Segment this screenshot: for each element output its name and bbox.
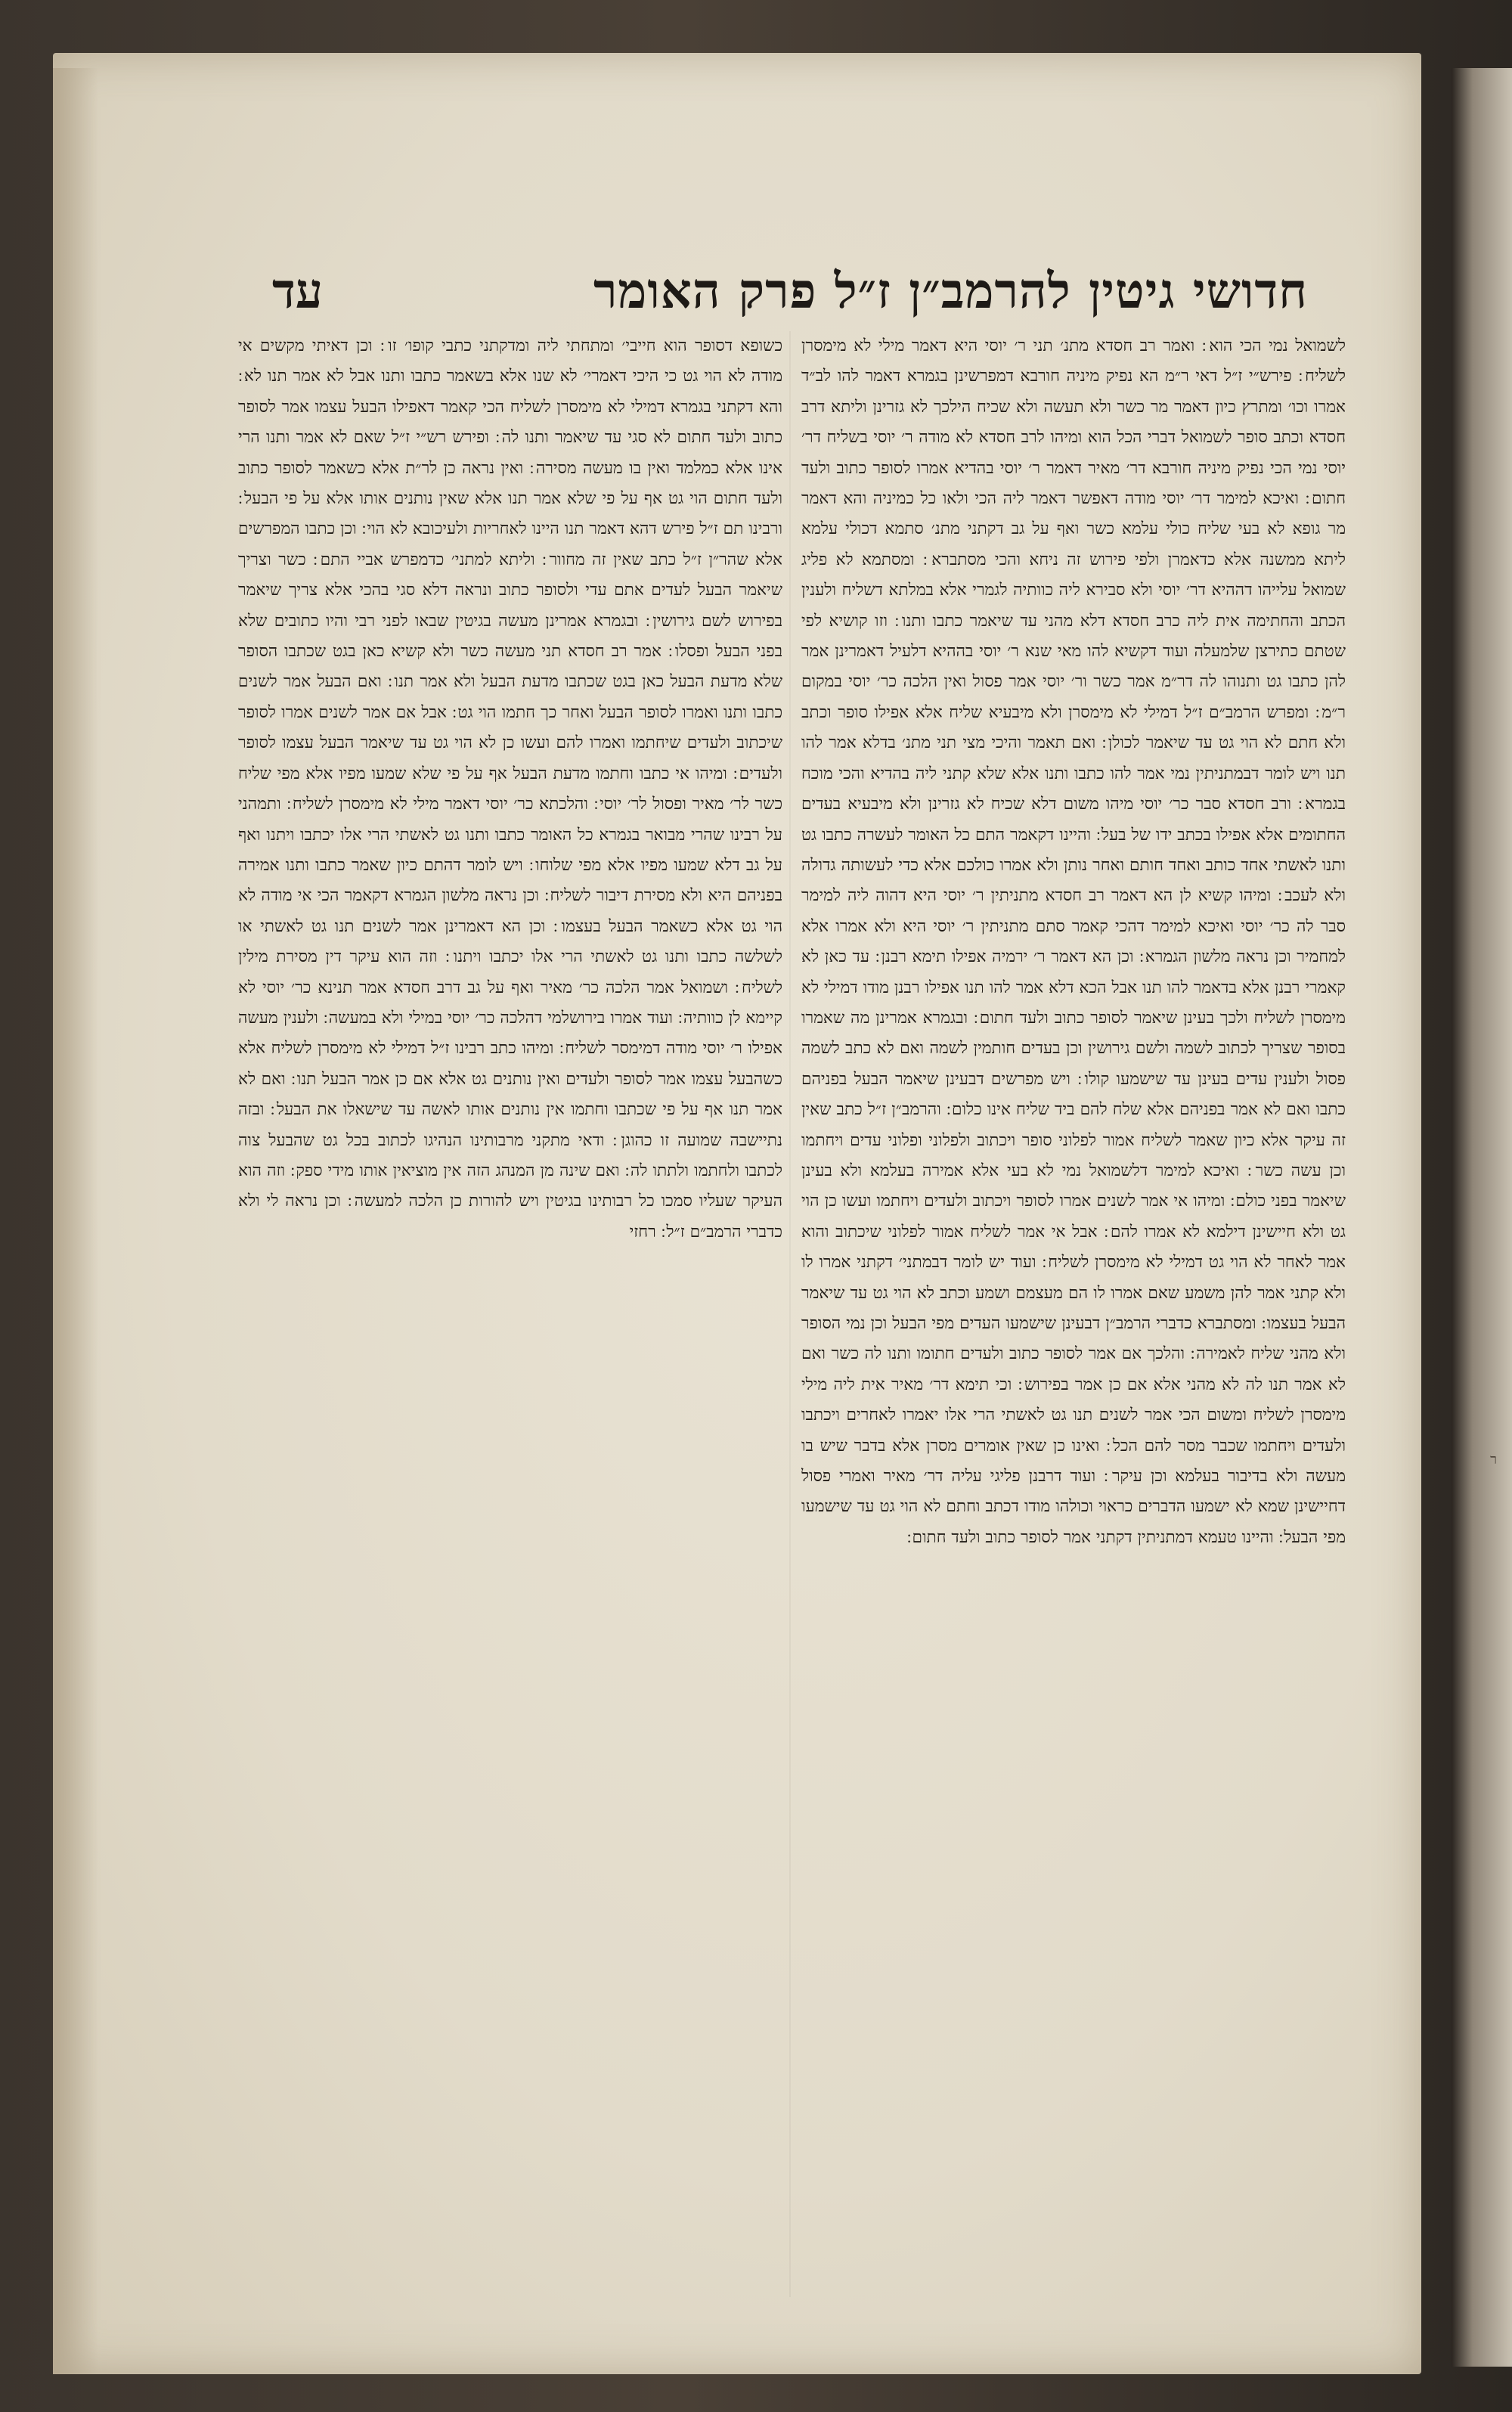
page-header — [272, 250, 1308, 333]
text-column-right: לשמואל נמי הכי הוא ׃ ואמר רב חסדא מתנ׳ תני ר׳ יוסי היא דאמר מילי לא מימסרן לשליח ׃ פירש״י ז״ל דאי ר״מ הא נפיק מיניה חורבא דמפרשינן בגמרא דאמר להו לב״ד אמרו וכו׳ ומתרץ כיון דאמר מר כשר ולא תעשה ולא שכיח הילכך לא גזרינן וליתא דרב חסדא וכתב סופר לשמואל דברי הכל הוא ומיהו לרב חסדא לא מודה ר׳ יוסי בשליח דר׳ יוסי נמי הכי נפיק מיניה חורבא דר׳ מאיר דאמר ר׳ יוסי בהדיא אמרו לסופר כתוב ולעד חתום ׃ ואיכא למימר דר׳ יוסי מודה דאפשר דאמר ליה הכי ולאו כל כמיניה והא דאמר מר גופא לא בעי שליח כולי עלמא כשר ואף על גב דקתני מתנ׳ סתמא דכולי עלמא ליתא ממשנה אלא כדאמרן ולפי פירוש זה ניחא והכי מסתברא ׃ ומסתמא לא פליג שמואל עלייהו דההיא דר׳ יוסי ולא סבירא ליה כוותיה לגמרי אלא במלתא דשליח ולענין הכתב והחתימה אית ליה כרב חסדא דלא מהני עד שיאמר כתבו ותנו ׃ וזו קושיא לפי שטתם כתירצן שלמעלה ועוד דקשיא להו מאי שנא ר׳ יוסי בההיא דלעיל דאמרינן אמר להן כתבו גט ותנוהו לה דר״מ אמר כשר ור׳ יוסי אמר פסול ואין הלכה כר׳ יוסי במקום ר״מ ׃ ומפרש הרמב״ם ז״ל דמילי לא מימסרן ולא מיבעיא שליח אלא אפילו סופר וכתב ולא חתם לא הוי גט עד שיאמר לכולן ׃ ואם תאמר והיכי מצי תני מתנ׳ בדלא אמר להו תנו ויש לומר דבמתניתין נמי אמר להו כתבו ותנו אלא שלא קתני ליה בהדיא והכי מוכח בגמרא ׃ ורב חסדא סבר כר׳ יוסי מיהו משום דלא שכיח לא גזרינן ולא מיבעיא בעדים החתומים אלא אפילו בכתב ידו של בעל ׃ והיינו דקאמר התם כל האומר לעשרה כתבו גט ותנו לאשתי אחד כותב ואחד חותם ואחר נותן ולא אמרו כולכם אלא כדי לעשותה גדולה ולא לעכב ׃ ומיהו קשיא לן הא דאמר רב חסדא מתניתין ר׳ יוסי היא דהוה ליה למימר סבר לה כר׳ יוסי ואיכא למימר דהכי קאמר סתם מתניתין ר׳ יוסי היא ולא אמרו אלא למחמיר וכן נראה מלשון הגמרא ׃ וכן הא דאמר ר׳ ירמיה אפילו תימא רבנן ׃ עד כאן לא קאמרי רבנן אלא בדאמר להו תנו אבל הכא דלא אמר להו תנו אפילו רבנן מודו דמילי לא מימסרן לשליח ולכך בעינן שיאמר לסופר כתוב ולעד חתום ׃ ובגמרא אמרינן מה שאמרו בסופר שצריך לכתוב לשמה ולשם גירושין וכן בעדים חותמין לשמה ואם לא כתב לשמה פסול ולענין עדים בעינן עד שישמעו קולו ׃ ויש מפרשים דבעינן שיאמר הבעל בפניהם כתבו ואם לא אמר בפניהם אלא שלח להם ביד שליח אינו כלום ׃ והרמב״ן ז״ל כתב שאין זה עיקר אלא כיון שאמר לשליח אמור לפלוני סופר ויכתוב ולפלוני ופלוני עדים ויחתמו וכן עשה כשר ׃ ואיכא למימר דלשמואל נמי לא בעי אלא אמירה בעלמא ולא בעינן שיאמר בפני כולם ׃ ומיהו אי אמר לשנים אמרו לסופר ויכתוב ולעדים ויחתמו ועשו כן הוי גט ולא חיישינן דילמא לא אמרו להם ׃ אבל אי אמר לשליח אמור לפלוני שיכתוב והוא אמר לאחר לא הוי גט דמילי לא מימסרן לשליח ׃ ועוד יש לומר דבמתני׳ דקתני אמרו לו ולא קתני אמר להן משמע שאם אמרו לו הם מעצמם ושמע וכתב לא הוי גט עד שיאמר הבעל בעצמו ׃ ומסתברא כדברי הרמב״ן דבעינן שישמעו העדים מפי הבעל וכן נמי הסופר ולא מהני שליח לאמירה ׃ והלכך אם אמר לסופר כתוב ולעדים חתומו ותנו לה כשר ואם לא אמר תנו לה לא מהני אלא אם כן אמר בפירוש ׃ וכי תימא דר׳ מאיר אית ליה מילי מימסרן לשליח ומשום הכי אמר לשנים תנו גט לאשתי הרי אלו יאמרו לאחרים ויכתבו ולעדים ויחתמו שכבר מסר להם הכל ׃ ואינו כן שאין אומרים מסרן אלא בדבר שיש בו מעשה ולא בדיבור בעלמא וכן עיקר ׃ ועוד דרבנן פליגי עליה דר׳ מאיר ואמרי פסול דחיישינן שמא לא ישמעו הדברים כראוי וכולהו מודו דכתב וחתם לא הוי גט עד שישמעו מפי הבעל ׃ והיינו טעמא דמתניתין דקתני אמר לסופר כתוב ולעד חתום ׃ — [801, 336, 1346, 1547]
next-page-edge — [1452, 68, 1512, 2367]
running-title: חדושי גיטין להרמב״ן ז״ל פרק האומר — [593, 262, 1308, 320]
column-gutter — [789, 331, 791, 2297]
folio-number: עד — [272, 262, 323, 320]
text-column-left: כשופא דסופר הוא חייבי׳ ומתחתי ליה ומדקתני כתבי קופו׳ זו ׃ וכן דאיתי מקשים אי מודה לא הוי גט כי היכי דאמרי׳ לא שנו אלא בשאמר כתבו ותנו אבל לא אמר תנו לא ׃ והא דקתני בגמרא דמילי לא מימסרן לשליח הכי קאמר דאפילו הבעל עצמו אמר לסופר כתוב ולעד חתום לא סגי עד שיאמר ותנו לה ׃ ופירש רש״י ז״ל שאם לא אמר ותנו הרי אינו אלא כמלמד ואין בו מעשה מסירה ׃ ואין נראה כן לר״ת אלא כשאמר לסופר כתוב ולעד חתום הוי גט אף על פי שלא אמר תנו אלא שאין נותנים אותו אלא על פי הבעל ׃ ורבינו תם ז״ל פירש דהא דאמר תנו היינו לאחריות ולעיכובא לא הוי ׃ וכן כתבו המפרשים אלא שהר״ן ז״ל כתב שאין זה מחוור ׃ וליתא למתני׳ כדמפרש אביי התם ׃ כשר וצריך שיאמר הבעל לעדים אתם עדי ולסופר כתוב ונראה דלא סגי בהכי אלא צריך שיאמר בפירוש לשם גירושין ׃ ובגמרא אמרינן מעשה בגיטין שבאו לפני רבי והיו כתובים שלא בפני הבעל ופסלו ׃ אמר רב חסדא תני מעשה כשר ולא קשיא כאן בגט שכתבו הסופר שלא מדעת הבעל כאן בגט שכתבו מדעת הבעל ולא אמר תנו ׃ ואם הבעל אמר לשנים כתבו ותנו ואמרו לסופר הבעל ואחר כך חתמו הוי גט ׃ אבל אם אמר לשנים אמרו לסופר שיכתוב ולעדים שיחתמו ואמרו להם ועשו כן לא הוי גט עד שיאמר הבעל עצמו לסופר ולעדים ׃ ומיהו אי כתבו וחתמו מדעת הבעל אף על פי שלא שמעו מפיו אלא מפי שליח כשר לר׳ מאיר ופסול לר׳ יוסי ׃ והלכתא כר׳ יוסי דאמר מילי לא מימסרן לשליח ׃ ותמהני על רבינו שהרי מבואר בגמרא כל האומר כתבו ותנו גט לאשתי הרי אלו יכתבו ויתנו ואף על גב דלא שמעו מפיו אלא מפי שלוחו ׃ ויש לומר דהתם כיון שאמר כתבו ותנו אמירה בפניהם היא ולא מסירת דיבור לשליח ׃ וכן נראה מלשון הגמרא דקאמר הכי אי מודה לא הוי גט אלא כשאמר הבעל בעצמו ׃ וכן הא דאמרינן אמר לשנים תנו גט לאשתי או לשלשה כתבו ותנו גט לאשתי הרי אלו יכתבו ויתנו ׃ וזה הוא עיקר דין מסירת מילין לשליח ׃ ושמואל אמר הלכה כר׳ מאיר ואף על גב דרב חסדא אמר תנינא כר׳ יוסי לא קיימא לן כוותיה ׃ ועוד אמרו בירושלמי דהלכה כר׳ יוסי במילי ולא במעשה ׃ ולענין מעשה אפילו ר׳ יוסי מודה דמימסר לשליח ׃ ומיהו כתב רבינו ז״ל דמילי לא מימסרן לשליח אלא כשהבעל עצמו אמר לסופר ולעדים ואין נותנים גט אלא אם כן אמר הבעל תנו ׃ ואם לא אמר תנו אף על פי שכתבו וחתמו אין נותנים אותו לאשה עד שישאלו את הבעל ׃ ובזה נתיישבה שמועה זו כהוגן ׃ ודאי מתקני מרבותינו הנהיגו לכתוב בכל גט שהבעל צוה לכתבו ולחתמו ולתתו לה ׃ ואם שינה מן המנהג הזה אין מוציאין אותו מידי ספק ׃ וזה הוא העיקר שעליו סמכו כל רבותינו בגיטין ויש להורות כן הלכה למעשה ׃ וכן נראה לי ולא כדברי הרמב״ם ז״ל ׃ רחזי — [238, 336, 782, 1242]
side-margin-mark: ר — [1490, 1452, 1497, 1468]
page-shadow — [53, 68, 98, 2374]
